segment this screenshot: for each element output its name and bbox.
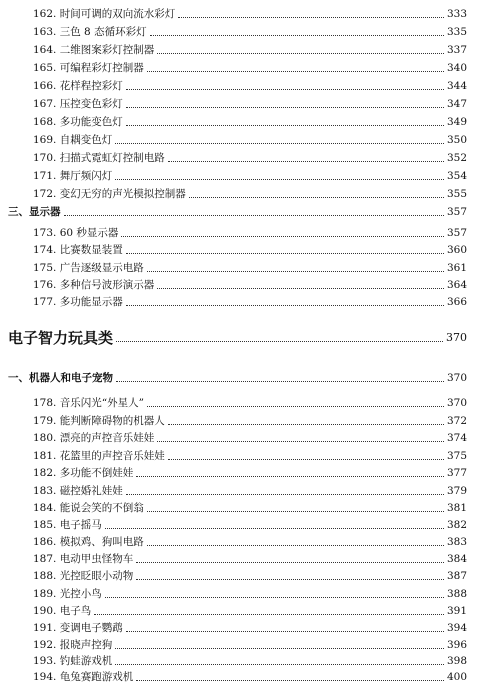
toc-entry-title: 187. 电动甲虫怪物车 xyxy=(33,553,134,565)
leader-dots xyxy=(136,680,444,681)
toc-entry-page: 347 xyxy=(446,98,467,110)
leader-dots xyxy=(126,125,444,126)
section-page: 357 xyxy=(446,206,467,218)
leader-dots xyxy=(147,406,444,407)
toc-entry-page: 370 xyxy=(446,397,467,409)
toc-entry-page: 372 xyxy=(446,415,467,427)
toc-entry-title: 186. 模拟鸡、狗叫电路 xyxy=(33,536,144,548)
leader-dots xyxy=(121,236,444,237)
toc-entry-page: 360 xyxy=(446,244,467,256)
leader-dots xyxy=(126,107,444,108)
toc-entry-title: 189. 光控小鸟 xyxy=(33,588,102,600)
toc-entry xyxy=(0,667,491,687)
toc-entry-page: 388 xyxy=(446,588,467,600)
toc-entry-page: 335 xyxy=(446,26,467,38)
toc-entry-page: 350 xyxy=(446,134,467,146)
toc-entry-page: 381 xyxy=(446,502,467,514)
toc-entry-page: 394 xyxy=(446,622,467,634)
toc-entry xyxy=(0,240,491,260)
toc-entry-page: 344 xyxy=(446,80,467,92)
leader-dots xyxy=(150,35,444,36)
toc-entry xyxy=(0,166,491,186)
leader-dots xyxy=(157,288,444,289)
leader-dots xyxy=(147,511,444,512)
leader-dots xyxy=(115,664,444,665)
leader-dots xyxy=(115,648,444,649)
leader-dots xyxy=(168,459,444,460)
toc-entry-title: 175. 广告逐级显示电路 xyxy=(33,262,144,274)
leader-dots xyxy=(168,424,444,425)
toc-entry-page: 396 xyxy=(446,639,467,651)
leader-dots xyxy=(126,494,444,495)
toc-entry xyxy=(0,112,491,132)
toc-section-heading xyxy=(0,202,491,222)
toc-entry xyxy=(0,393,491,413)
toc-entry-title: 191. 变调电子鹦鹉 xyxy=(33,622,123,634)
toc-entry-title: 190. 电子鸟 xyxy=(33,605,92,617)
leader-dots xyxy=(126,305,444,306)
toc-entry-title: 185. 电子摇马 xyxy=(33,519,102,531)
toc-entry-page: 354 xyxy=(446,170,467,182)
toc-entry-page: 340 xyxy=(446,62,467,74)
toc-entry-page: 400 xyxy=(446,671,467,683)
toc-entry xyxy=(0,292,491,312)
toc-entry xyxy=(0,463,491,483)
leader-dots xyxy=(115,143,444,144)
toc-entry-title: 164. 二维图案彩灯控制器 xyxy=(33,44,155,56)
toc-entry-title: 178. 音乐闪光“外星人” xyxy=(33,397,144,409)
toc-entry xyxy=(0,58,491,78)
leader-dots xyxy=(168,161,444,162)
toc-entry-page: 364 xyxy=(446,279,467,291)
toc-entry xyxy=(0,40,491,60)
toc-entry-title: 163. 三色 8 态循环彩灯 xyxy=(33,26,147,38)
toc-entry-title: 180. 漂亮的声控音乐娃娃 xyxy=(33,432,155,444)
toc-entry-title: 193. 钓蛙游戏机 xyxy=(33,655,113,667)
toc-entry-title: 188. 光控眨眼小动物 xyxy=(33,570,134,582)
leader-dots xyxy=(94,614,444,615)
toc-entry-page: 387 xyxy=(446,570,467,582)
leader-dots xyxy=(115,179,444,180)
toc-entry xyxy=(0,130,491,150)
toc-entry-page: 355 xyxy=(446,188,467,200)
section-title: 一、机器人和电子宠物 xyxy=(8,372,113,384)
leader-dots xyxy=(105,597,444,598)
leader-dots xyxy=(64,215,444,216)
leader-dots xyxy=(126,253,444,254)
toc-entry-title: 166. 花样程控彩灯 xyxy=(33,80,123,92)
leader-dots xyxy=(136,562,444,563)
section-title: 三、显示器 xyxy=(8,206,61,218)
toc-entry-page: 382 xyxy=(446,519,467,531)
toc-entry-page: 383 xyxy=(446,536,467,548)
toc-entry-title: 183. 磁控婚礼娃娃 xyxy=(33,485,123,497)
leader-dots xyxy=(126,89,444,90)
leader-dots xyxy=(116,341,443,342)
toc-entry-title: 165. 可编程彩灯控制器 xyxy=(33,62,144,74)
toc-chapter-heading xyxy=(0,326,491,350)
toc-entry-title: 181. 花篮里的声控音乐娃娃 xyxy=(33,450,165,462)
section-page: 370 xyxy=(446,372,467,384)
toc-entry-title: 171. 舞厅频闪灯 xyxy=(33,170,113,182)
toc-entry xyxy=(0,148,491,168)
leader-dots xyxy=(178,17,444,18)
toc-entry-page: 333 xyxy=(446,8,467,20)
chapter-page: 370 xyxy=(446,331,467,344)
leader-dots xyxy=(147,545,444,546)
toc-entry-title: 170. 扫描式霓虹灯控制电路 xyxy=(33,152,165,164)
toc-entry-title: 192. 报晓声控狗 xyxy=(33,639,113,651)
toc-entry-page: 352 xyxy=(446,152,467,164)
toc-entry xyxy=(0,566,491,586)
toc-entry xyxy=(0,184,491,204)
toc-entry-page: 384 xyxy=(446,553,467,565)
leader-dots xyxy=(136,579,444,580)
toc-section-heading xyxy=(0,368,491,388)
toc-entry-page: 374 xyxy=(446,432,467,444)
toc-entry-title: 179. 能判断障碍物的机器人 xyxy=(33,415,165,427)
toc-entry-page: 366 xyxy=(446,296,467,308)
toc-entry-page: 337 xyxy=(446,44,467,56)
toc-entry xyxy=(0,428,491,448)
toc-entry-page: 377 xyxy=(446,467,467,479)
toc-entry-page: 361 xyxy=(446,262,467,274)
toc-entry-title: 169. 自耦变色灯 xyxy=(33,134,113,146)
leader-dots xyxy=(116,381,444,382)
leader-dots xyxy=(157,53,444,54)
toc-entry-title: 184. 能说会笑的不倒翁 xyxy=(33,502,144,514)
toc-entry-page: 398 xyxy=(446,655,467,667)
leader-dots xyxy=(189,197,444,198)
toc-entry-page: 375 xyxy=(446,450,467,462)
toc-entry-title: 177. 多功能显示器 xyxy=(33,296,123,308)
toc-entry xyxy=(0,76,491,96)
leader-dots xyxy=(147,271,444,272)
toc-entry-title: 174. 比赛数显装置 xyxy=(33,244,123,256)
toc-entry-title: 182. 多功能不倒娃娃 xyxy=(33,467,134,479)
leader-dots xyxy=(147,71,444,72)
toc-entry-title: 172. 变幻无穷的声光模拟控制器 xyxy=(33,188,186,200)
leader-dots xyxy=(105,528,444,529)
toc-entry-title: 168. 多功能变色灯 xyxy=(33,116,123,128)
toc-entry xyxy=(0,94,491,114)
toc-entry-page: 391 xyxy=(446,605,467,617)
toc-entry-page: 357 xyxy=(446,227,467,239)
toc-entry-title: 176. 多种信号波形演示器 xyxy=(33,279,155,291)
toc-entry-title: 194. 龟兔赛跑游戏机 xyxy=(33,671,134,683)
toc-entry-page: 379 xyxy=(446,485,467,497)
toc-entry xyxy=(0,22,491,42)
toc-entry xyxy=(0,4,491,24)
leader-dots xyxy=(126,631,444,632)
leader-dots xyxy=(136,476,444,477)
toc-entry-title: 162. 时间可调的双向流水彩灯 xyxy=(33,8,176,20)
toc-entry-title: 167. 压控变色彩灯 xyxy=(33,98,123,110)
leader-dots xyxy=(157,441,444,442)
chapter-title: 电子智力玩具类 xyxy=(8,329,114,347)
toc-entry-title: 173. 60 秒显示器 xyxy=(33,227,119,239)
toc-entry-page: 349 xyxy=(446,116,467,128)
